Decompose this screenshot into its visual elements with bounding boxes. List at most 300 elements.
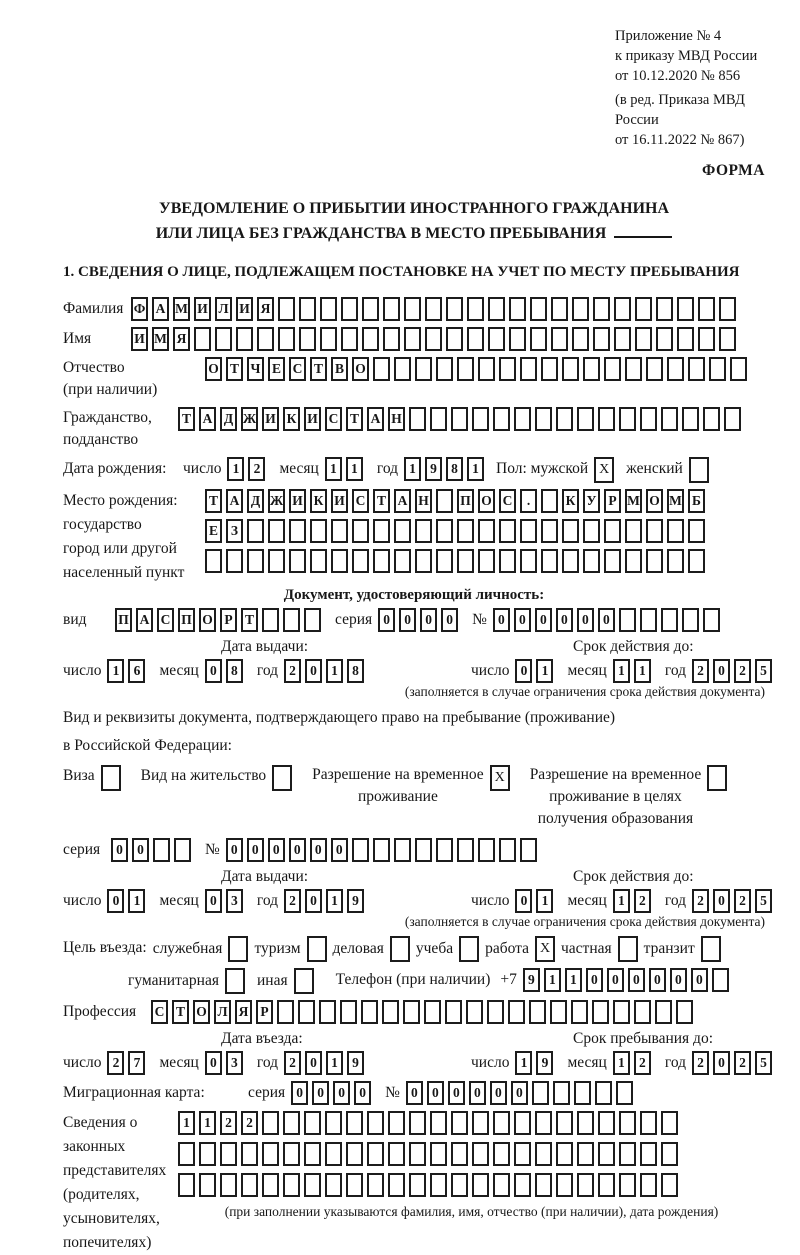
char-box[interactable]: Я [257, 297, 274, 321]
char-box[interactable] [331, 549, 348, 573]
char-box[interactable]: 1 [404, 457, 421, 481]
char-box[interactable] [320, 327, 337, 351]
char-box[interactable]: 1 [325, 457, 342, 481]
char-box[interactable] [499, 549, 516, 573]
char-box[interactable] [598, 1142, 615, 1166]
purpose-study-checkbox[interactable] [459, 936, 479, 962]
char-box[interactable]: 0 [354, 1081, 371, 1105]
char-box[interactable] [361, 1000, 378, 1024]
char-box[interactable]: А [394, 489, 411, 513]
char-box[interactable]: 1 [544, 968, 561, 992]
char-box[interactable]: Р [256, 1000, 273, 1024]
char-box[interactable] [640, 407, 657, 431]
char-box[interactable] [436, 519, 453, 543]
char-box[interactable] [614, 297, 631, 321]
purpose-business-checkbox[interactable] [390, 936, 410, 962]
purpose-transit-checkbox[interactable] [701, 936, 721, 962]
char-box[interactable] [509, 327, 526, 351]
char-box[interactable]: 7 [128, 1051, 145, 1075]
char-box[interactable]: З [226, 519, 243, 543]
char-box[interactable] [415, 549, 432, 573]
char-box[interactable] [529, 1000, 546, 1024]
char-box[interactable] [514, 1111, 531, 1135]
char-box[interactable]: 2 [634, 1051, 651, 1075]
sex-female-checkbox[interactable] [689, 457, 709, 483]
char-box[interactable] [194, 327, 211, 351]
char-box[interactable]: 1 [346, 457, 363, 481]
char-box[interactable] [436, 838, 453, 862]
char-box[interactable] [394, 549, 411, 573]
char-box[interactable] [593, 297, 610, 321]
char-box[interactable] [703, 407, 720, 431]
char-box[interactable] [304, 608, 321, 632]
char-box[interactable] [277, 1000, 294, 1024]
char-box[interactable] [394, 357, 411, 381]
char-box[interactable] [562, 549, 579, 573]
char-box[interactable]: И [331, 489, 348, 513]
char-box[interactable]: 2 [284, 659, 301, 683]
char-box[interactable] [520, 549, 537, 573]
purpose-private-checkbox[interactable] [618, 936, 638, 962]
char-box[interactable]: 0 [490, 1081, 507, 1105]
char-box[interactable] [562, 519, 579, 543]
char-box[interactable]: К [310, 489, 327, 513]
char-box[interactable] [331, 519, 348, 543]
char-box[interactable] [430, 1111, 447, 1135]
char-box[interactable]: 0 [586, 968, 603, 992]
char-box[interactable] [640, 1142, 657, 1166]
char-box[interactable] [595, 1081, 612, 1105]
char-box[interactable] [283, 1142, 300, 1166]
char-box[interactable] [719, 327, 736, 351]
char-box[interactable] [499, 357, 516, 381]
char-box[interactable] [583, 549, 600, 573]
char-box[interactable] [656, 297, 673, 321]
char-box[interactable]: Т [226, 357, 243, 381]
char-box[interactable] [446, 297, 463, 321]
char-box[interactable] [556, 1173, 573, 1197]
char-box[interactable] [262, 1142, 279, 1166]
char-box[interactable] [562, 357, 579, 381]
char-box[interactable] [352, 549, 369, 573]
char-box[interactable]: 1 [326, 1051, 343, 1075]
char-box[interactable]: 0 [535, 608, 552, 632]
char-box[interactable]: 0 [378, 608, 395, 632]
char-box[interactable]: П [115, 608, 132, 632]
char-box[interactable] [646, 519, 663, 543]
char-box[interactable]: У [583, 489, 600, 513]
char-box[interactable] [283, 608, 300, 632]
char-box[interactable] [613, 1000, 630, 1024]
char-box[interactable] [388, 1142, 405, 1166]
char-box[interactable] [619, 1111, 636, 1135]
char-box[interactable]: 1 [536, 659, 553, 683]
char-box[interactable] [404, 327, 421, 351]
char-box[interactable] [661, 1111, 678, 1135]
char-box[interactable] [262, 1173, 279, 1197]
char-box[interactable] [367, 1173, 384, 1197]
char-box[interactable] [616, 1081, 633, 1105]
char-box[interactable]: С [352, 489, 369, 513]
char-box[interactable] [409, 1142, 426, 1166]
char-box[interactable]: 2 [241, 1111, 258, 1135]
char-box[interactable]: Ж [268, 489, 285, 513]
char-box[interactable] [583, 357, 600, 381]
char-box[interactable] [451, 1111, 468, 1135]
char-box[interactable]: 0 [399, 608, 416, 632]
char-box[interactable] [325, 1142, 342, 1166]
char-box[interactable]: 9 [536, 1051, 553, 1075]
char-box[interactable] [247, 549, 264, 573]
char-box[interactable]: 1 [467, 457, 484, 481]
char-box[interactable] [499, 838, 516, 862]
char-box[interactable] [445, 1000, 462, 1024]
char-box[interactable] [532, 1081, 549, 1105]
char-box[interactable] [520, 519, 537, 543]
char-box[interactable]: Т [172, 1000, 189, 1024]
char-box[interactable]: 0 [305, 889, 322, 913]
char-box[interactable] [373, 838, 390, 862]
char-box[interactable] [457, 357, 474, 381]
char-box[interactable]: 0 [511, 1081, 528, 1105]
char-box[interactable] [667, 519, 684, 543]
char-box[interactable]: 0 [514, 608, 531, 632]
char-box[interactable] [466, 1000, 483, 1024]
char-box[interactable]: 0 [333, 1081, 350, 1105]
char-box[interactable] [283, 1173, 300, 1197]
purpose-tourism-checkbox[interactable] [307, 936, 327, 962]
char-box[interactable]: 8 [226, 659, 243, 683]
char-box[interactable] [556, 1111, 573, 1135]
char-box[interactable]: Р [220, 608, 237, 632]
char-box[interactable] [676, 1000, 693, 1024]
char-box[interactable]: Е [268, 357, 285, 381]
char-box[interactable]: А [136, 608, 153, 632]
char-box[interactable] [583, 519, 600, 543]
char-box[interactable] [625, 549, 642, 573]
char-box[interactable] [514, 1142, 531, 1166]
char-box[interactable] [598, 1111, 615, 1135]
char-box[interactable]: 0 [420, 608, 437, 632]
char-box[interactable] [499, 519, 516, 543]
char-box[interactable] [388, 1173, 405, 1197]
char-box[interactable] [640, 1111, 657, 1135]
char-box[interactable] [719, 297, 736, 321]
char-box[interactable]: 5 [755, 1051, 772, 1075]
char-box[interactable]: П [178, 608, 195, 632]
char-box[interactable] [493, 1173, 510, 1197]
char-box[interactable]: В [331, 357, 348, 381]
char-box[interactable] [362, 327, 379, 351]
char-box[interactable] [688, 357, 705, 381]
char-box[interactable] [451, 1142, 468, 1166]
char-box[interactable] [619, 608, 636, 632]
char-box[interactable]: 2 [248, 457, 265, 481]
char-box[interactable] [299, 327, 316, 351]
char-box[interactable]: 0 [493, 608, 510, 632]
char-box[interactable] [415, 838, 432, 862]
char-box[interactable] [688, 519, 705, 543]
char-box[interactable]: И [131, 327, 148, 351]
char-box[interactable] [178, 1142, 195, 1166]
char-box[interactable] [625, 519, 642, 543]
char-box[interactable] [215, 327, 232, 351]
char-box[interactable]: 1 [536, 889, 553, 913]
char-box[interactable] [310, 549, 327, 573]
char-box[interactable]: М [625, 489, 642, 513]
char-box[interactable] [346, 1173, 363, 1197]
char-box[interactable] [352, 838, 369, 862]
char-box[interactable] [153, 838, 170, 862]
char-box[interactable] [698, 327, 715, 351]
char-box[interactable]: 0 [607, 968, 624, 992]
char-box[interactable]: О [478, 489, 495, 513]
char-box[interactable] [304, 1111, 321, 1135]
char-box[interactable]: И [304, 407, 321, 431]
char-box[interactable]: 1 [326, 889, 343, 913]
char-box[interactable] [530, 327, 547, 351]
purpose-humanitarian-checkbox[interactable] [225, 968, 245, 994]
char-box[interactable]: 2 [220, 1111, 237, 1135]
char-box[interactable]: 5 [755, 659, 772, 683]
char-box[interactable]: 0 [649, 968, 666, 992]
char-box[interactable] [247, 519, 264, 543]
char-box[interactable]: 0 [406, 1081, 423, 1105]
char-box[interactable] [199, 1173, 216, 1197]
char-box[interactable]: 0 [291, 1081, 308, 1105]
char-box[interactable] [661, 1142, 678, 1166]
char-box[interactable] [346, 1111, 363, 1135]
char-box[interactable]: 0 [305, 1051, 322, 1075]
char-box[interactable]: 1 [227, 457, 244, 481]
char-box[interactable]: 0 [205, 659, 222, 683]
char-box[interactable] [688, 549, 705, 573]
char-box[interactable]: 2 [284, 889, 301, 913]
char-box[interactable]: 0 [556, 608, 573, 632]
char-box[interactable]: Я [235, 1000, 252, 1024]
char-box[interactable] [415, 519, 432, 543]
char-box[interactable] [373, 519, 390, 543]
char-box[interactable] [241, 1142, 258, 1166]
char-box[interactable]: 1 [613, 659, 630, 683]
char-box[interactable]: К [562, 489, 579, 513]
char-box[interactable]: И [194, 297, 211, 321]
char-box[interactable]: Я [173, 327, 190, 351]
char-box[interactable] [373, 357, 390, 381]
char-box[interactable] [457, 549, 474, 573]
char-box[interactable] [571, 1000, 588, 1024]
char-box[interactable]: Б [688, 489, 705, 513]
char-box[interactable] [604, 519, 621, 543]
char-box[interactable] [625, 357, 642, 381]
char-box[interactable]: 0 [289, 838, 306, 862]
char-box[interactable]: 0 [205, 889, 222, 913]
char-box[interactable]: 0 [427, 1081, 444, 1105]
char-box[interactable]: 0 [713, 889, 730, 913]
char-box[interactable] [655, 1000, 672, 1024]
char-box[interactable] [430, 1173, 447, 1197]
char-box[interactable] [409, 1173, 426, 1197]
char-box[interactable]: И [236, 297, 253, 321]
char-box[interactable] [278, 327, 295, 351]
char-box[interactable]: Ч [247, 357, 264, 381]
char-box[interactable] [289, 549, 306, 573]
char-box[interactable] [661, 1173, 678, 1197]
char-box[interactable] [424, 1000, 441, 1024]
char-box[interactable]: П [457, 489, 474, 513]
char-box[interactable] [593, 327, 610, 351]
char-box[interactable] [550, 1000, 567, 1024]
char-box[interactable] [520, 357, 537, 381]
char-box[interactable] [577, 1173, 594, 1197]
char-box[interactable] [604, 549, 621, 573]
char-box[interactable] [373, 549, 390, 573]
char-box[interactable] [535, 1173, 552, 1197]
char-box[interactable]: А [199, 407, 216, 431]
char-box[interactable] [457, 519, 474, 543]
char-box[interactable] [488, 297, 505, 321]
char-box[interactable] [598, 1173, 615, 1197]
char-box[interactable]: 2 [734, 889, 751, 913]
char-box[interactable]: 0 [268, 838, 285, 862]
char-box[interactable] [574, 1081, 591, 1105]
char-box[interactable] [430, 1142, 447, 1166]
char-box[interactable] [635, 327, 652, 351]
char-box[interactable] [541, 549, 558, 573]
char-box[interactable] [341, 297, 358, 321]
char-box[interactable] [340, 1000, 357, 1024]
char-box[interactable]: 2 [692, 889, 709, 913]
char-box[interactable] [325, 1111, 342, 1135]
char-box[interactable] [262, 608, 279, 632]
char-box[interactable] [304, 1142, 321, 1166]
char-box[interactable]: 1 [565, 968, 582, 992]
char-box[interactable] [551, 297, 568, 321]
char-box[interactable]: Р [604, 489, 621, 513]
purpose-other-checkbox[interactable] [294, 968, 314, 994]
char-box[interactable] [425, 297, 442, 321]
char-box[interactable]: О [352, 357, 369, 381]
char-box[interactable] [635, 297, 652, 321]
char-box[interactable]: А [226, 489, 243, 513]
char-box[interactable]: 0 [132, 838, 149, 862]
char-box[interactable] [592, 1000, 609, 1024]
char-box[interactable]: О [205, 357, 222, 381]
char-box[interactable]: Т [373, 489, 390, 513]
char-box[interactable] [535, 1111, 552, 1135]
char-box[interactable] [289, 519, 306, 543]
char-box[interactable] [446, 327, 463, 351]
char-box[interactable]: 0 [515, 659, 532, 683]
char-box[interactable] [320, 297, 337, 321]
char-box[interactable]: 0 [598, 608, 615, 632]
char-box[interactable] [430, 407, 447, 431]
char-box[interactable]: 0 [713, 1051, 730, 1075]
char-box[interactable] [457, 838, 474, 862]
char-box[interactable] [661, 407, 678, 431]
char-box[interactable]: 9 [425, 457, 442, 481]
char-box[interactable] [493, 407, 510, 431]
char-box[interactable] [310, 519, 327, 543]
char-box[interactable] [556, 1142, 573, 1166]
char-box[interactable]: 8 [446, 457, 463, 481]
char-box[interactable] [541, 519, 558, 543]
char-box[interactable]: О [199, 608, 216, 632]
char-box[interactable] [478, 519, 495, 543]
char-box[interactable] [493, 1142, 510, 1166]
char-box[interactable] [367, 1111, 384, 1135]
char-box[interactable]: Т [205, 489, 222, 513]
char-box[interactable]: 2 [692, 659, 709, 683]
char-box[interactable] [257, 327, 274, 351]
char-box[interactable] [472, 407, 489, 431]
char-box[interactable] [394, 519, 411, 543]
char-box[interactable] [619, 1142, 636, 1166]
char-box[interactable] [388, 1111, 405, 1135]
char-box[interactable]: С [325, 407, 342, 431]
char-box[interactable]: О [646, 489, 663, 513]
char-box[interactable] [241, 1173, 258, 1197]
visa-checkbox[interactable] [101, 765, 121, 791]
char-box[interactable]: . [520, 489, 537, 513]
char-box[interactable] [541, 489, 558, 513]
char-box[interactable] [394, 838, 411, 862]
char-box[interactable] [205, 549, 222, 573]
char-box[interactable] [656, 327, 673, 351]
char-box[interactable] [577, 1142, 594, 1166]
char-box[interactable]: 1 [326, 659, 343, 683]
char-box[interactable]: 0 [247, 838, 264, 862]
char-box[interactable] [409, 407, 426, 431]
char-box[interactable]: 0 [331, 838, 348, 862]
char-box[interactable] [226, 549, 243, 573]
edu-permit-checkbox[interactable] [707, 765, 727, 791]
char-box[interactable] [698, 297, 715, 321]
char-box[interactable] [382, 1000, 399, 1024]
char-box[interactable]: 1 [178, 1111, 195, 1135]
char-box[interactable]: Ф [131, 297, 148, 321]
char-box[interactable]: 0 [111, 838, 128, 862]
char-box[interactable] [508, 1000, 525, 1024]
char-box[interactable] [436, 357, 453, 381]
char-box[interactable]: И [289, 489, 306, 513]
char-box[interactable] [367, 1142, 384, 1166]
char-box[interactable] [487, 1000, 504, 1024]
char-box[interactable] [553, 1081, 570, 1105]
char-box[interactable]: Д [247, 489, 264, 513]
char-box[interactable] [712, 968, 729, 992]
char-box[interactable]: 2 [634, 889, 651, 913]
char-box[interactable] [383, 297, 400, 321]
char-box[interactable] [646, 357, 663, 381]
char-box[interactable]: М [667, 489, 684, 513]
char-box[interactable] [283, 1111, 300, 1135]
char-box[interactable]: С [499, 489, 516, 513]
char-box[interactable]: 0 [691, 968, 708, 992]
char-box[interactable] [341, 327, 358, 351]
char-box[interactable] [604, 357, 621, 381]
char-box[interactable] [577, 1111, 594, 1135]
char-box[interactable]: А [367, 407, 384, 431]
char-box[interactable]: О [193, 1000, 210, 1024]
char-box[interactable] [236, 327, 253, 351]
char-box[interactable] [535, 1142, 552, 1166]
char-box[interactable] [667, 357, 684, 381]
char-box[interactable] [415, 357, 432, 381]
char-box[interactable]: Т [241, 608, 258, 632]
char-box[interactable] [598, 407, 615, 431]
char-box[interactable] [467, 327, 484, 351]
